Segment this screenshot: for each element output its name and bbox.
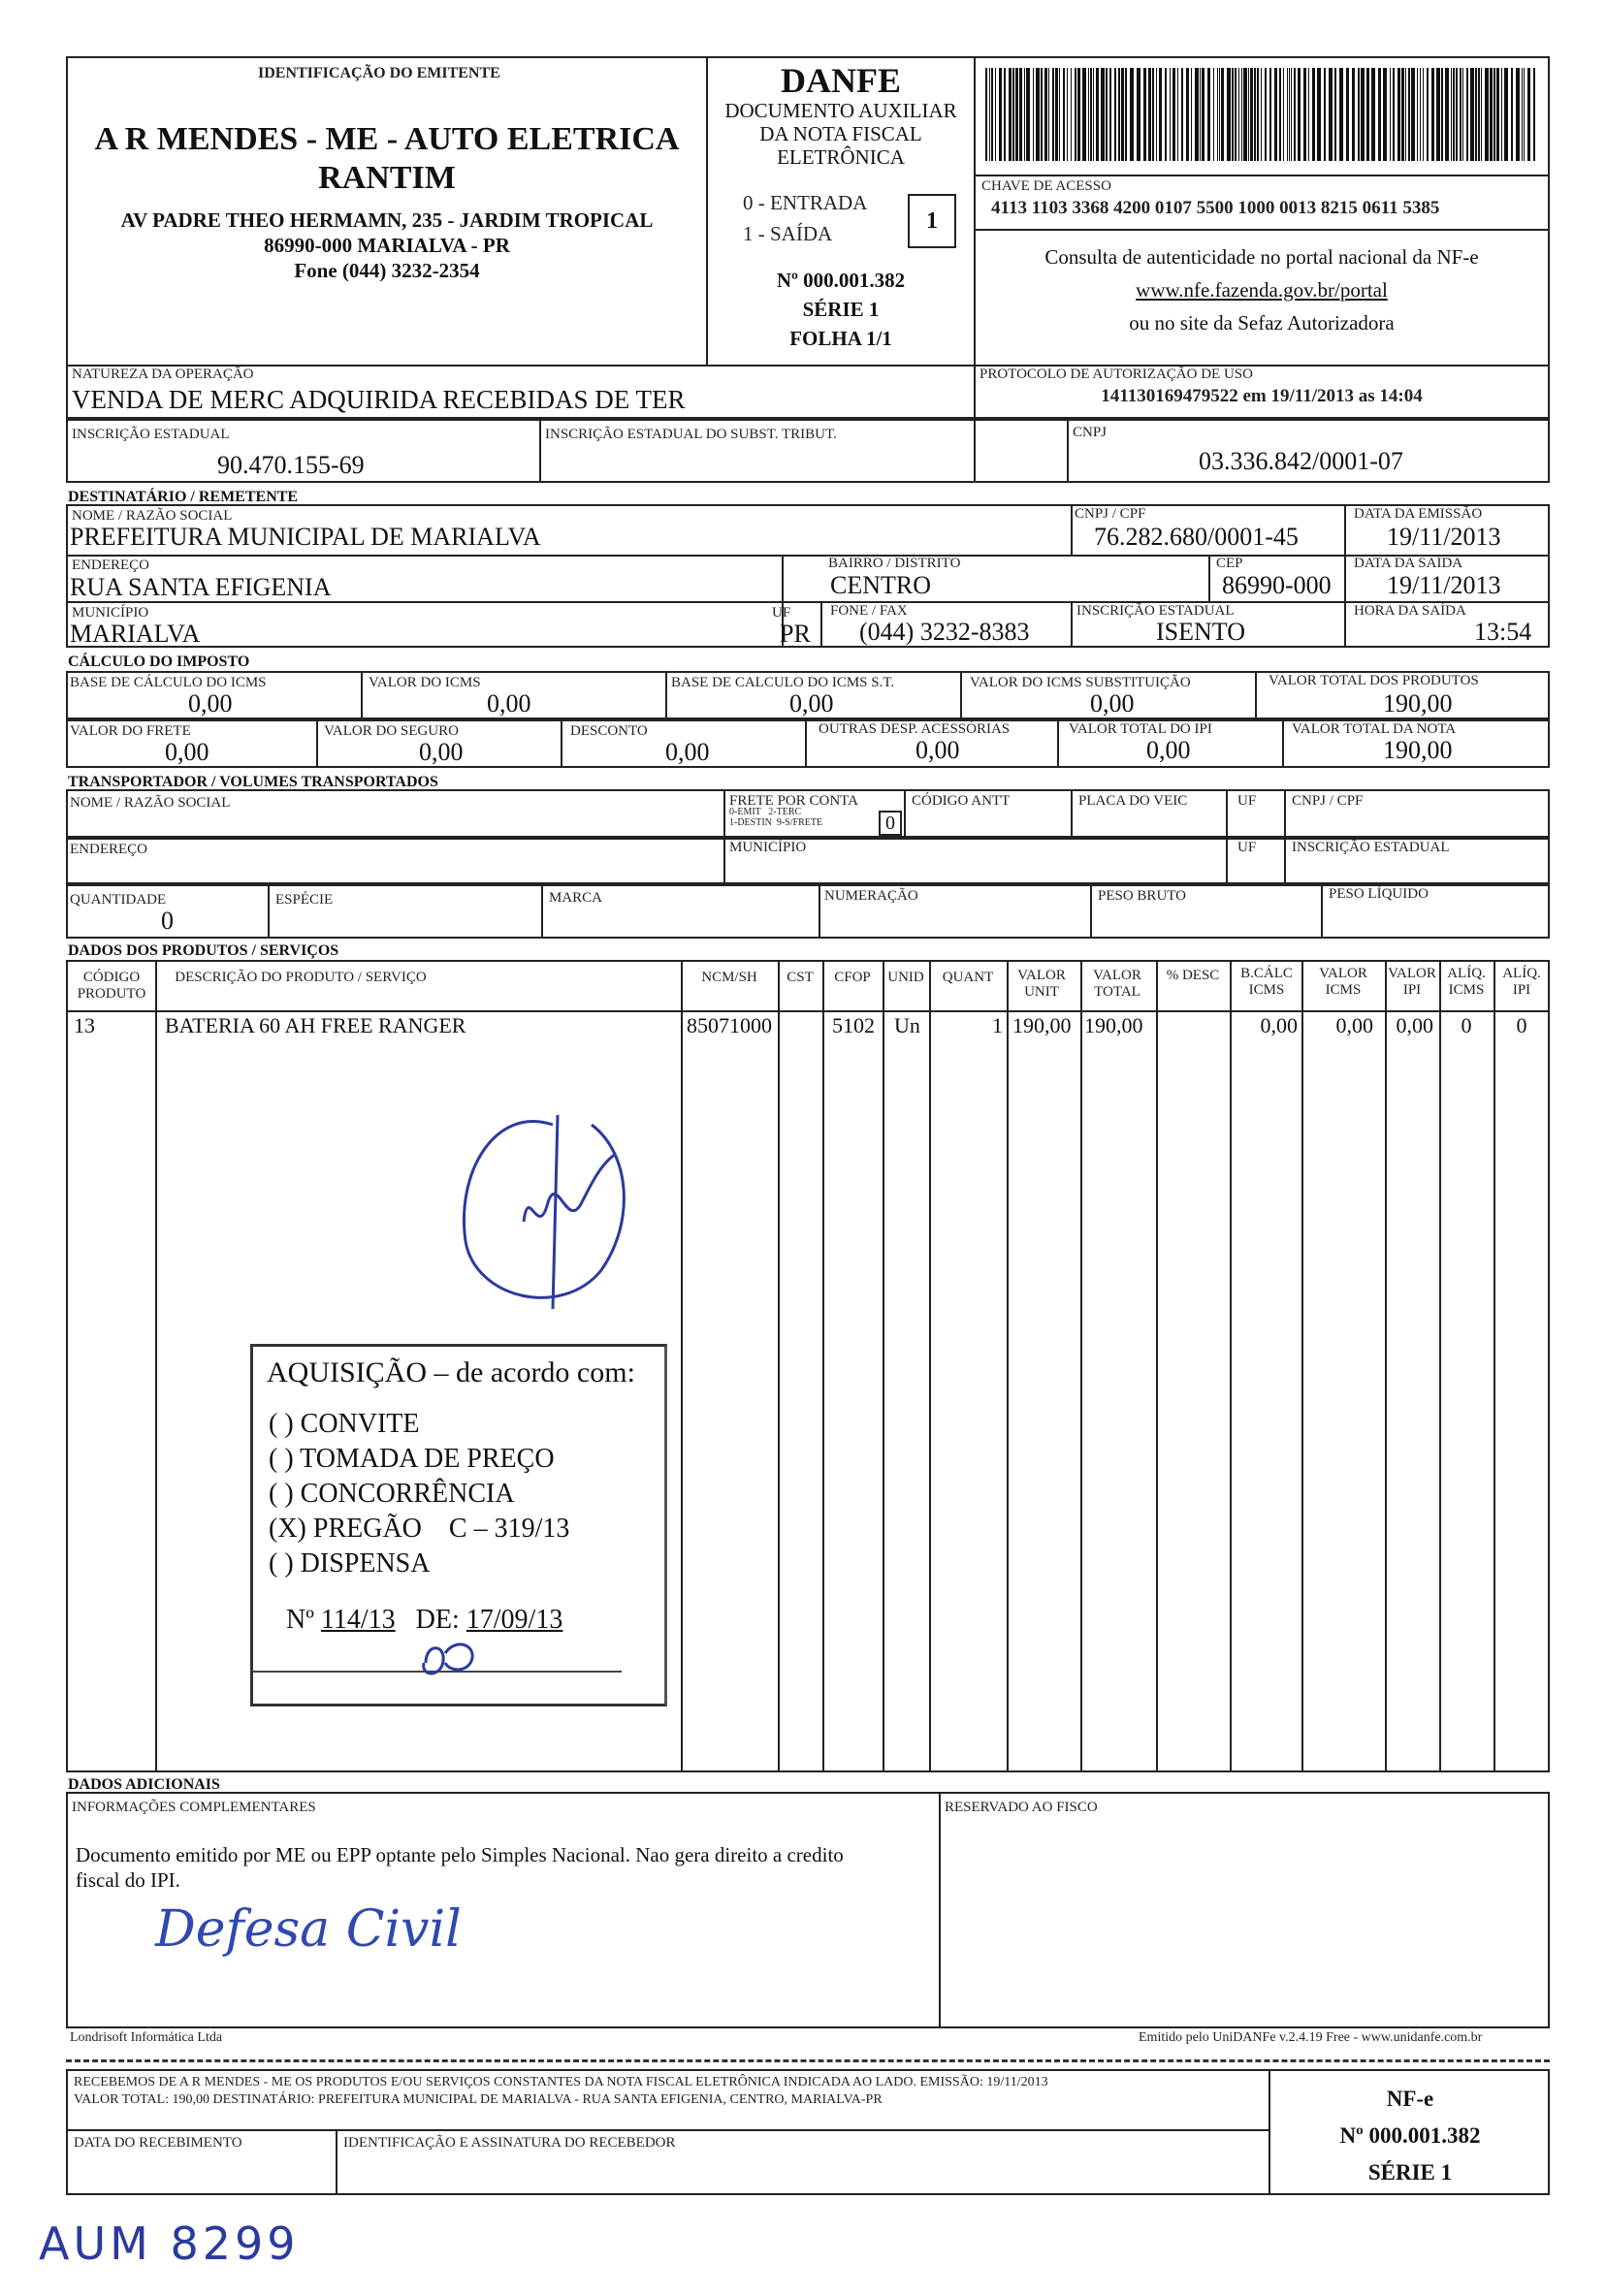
nature-value: VENDA DE MERC ADQUIRIDA RECEBIDAS DE TER: [72, 385, 686, 414]
issuer-address: AV PADRE THEO HERMAMN, 235 - JARDIM TROPICAL: [120, 208, 654, 232]
exit-time: 13:54: [1474, 618, 1532, 646]
cnpj-value: 03.336.842/0001-07: [1199, 447, 1403, 475]
discount-value: 0,00: [665, 738, 710, 766]
danfe-document: IDENTIFICAÇÃO DO EMITENTE A R MENDES - ME - AUTO ELETRICA RANTIM AV PADRE THEO HERMAMN, 235 - JARDIM TROPICAL 86990-000 MARIALVA - PR Fone (044) 3232-2354 DANFE DOCUMENTO AUXILIAR DA NOTA FISCAL ELETRÔNICA 0 - ENTRADA 1 - SAÍDA 1 Nº 000.001.382 SÉRIE 1 FOLHA 1/1 CHAVE DE ACESSO 4113 1103 3368 4200 0107 5500 1000 0013 8215 0611 5385 Consulta de autenticidade no portal nacional da NF-e www.nfe.fazenda.gov.br/portal ou no site da Sefaz Autorizadora NATUREZA DA OPERAÇÃO VENDA DE MERC ADQUIRIDA RECEBIDAS DE TER PROTOCOLO DE AUTORIZAÇÃO DE USO 141130169479522 em 19/11/2013 as 14:04 INSCRIÇÃO ESTADUAL 90.470.155-69 INSCRIÇÃO ESTADUAL DO SUBST. TRIBUT. CNPJ 03.336.842/0001-07 DESTINATÁRIO / REMETENTE NOME / RAZÃO SOCIAL PREFEITURA MUNICIPAL DE MARIALVA CNPJ / CPF 76.282.680/0001-45 DATA DA EMISSÃO 19/11/2013 ENDEREÇO RUA SANTA EFIGENIA BAIRRO / DISTRITO CENTRO CEP 86990-000 DATA DA SAÍDA 19/11/2013 MUNICÍPIO MARIALVA UF PR FONE / FAX (044) 3232-8383 INSCRIÇÃO ESTADUAL ISENTO HORA DA SAÍDA 13:54 CÁLCULO DO IMPOSTO BASE DE CÁLCULO DO ICMS 0,00 VALOR DO ICMS 0,00 BASE DE CALCULO DO ICMS S.T. 0,00 VALOR DO ICMS SUBSTITUIÇÃO 0,00 VALOR TOTAL DOS PRODUTOS 190,00 VALOR DO FRETE 0,00 VALOR DO SEGURO 0,00 DESCONTO 0,00 OUTRAS DESP. ACESSÓRIAS 0,00 VALOR TOTAL DO IPI 0,00 VALOR TOTAL DA NOTA 190,00 TRANSPORTADOR / VOLUMES TRANSPORTADOS NOME / RAZÃO SOCIAL FRETE POR CONTA 0-EMIT 2-TERC 1-DESTIN 9-S/FRETE 0 CÓDIGO ANTT PLACA DO VEIC UF CNPJ / CPF ENDEREÇO MUNICÍPIO UF INSCRIÇÃO ESTADUAL QUANTIDADE 0 ESPÉCIE MARCA NUMERAÇÃO PESO BRUTO PESO LÍQUIDO DADOS DOS PRODUTOS / SERVIÇOS CÓDIGO PRODUTO DESCRIÇÃO DO PRODUTO / SERVIÇO NCM/SH CST CFOP UNID QUANT VALOR UNIT VALOR TOTAL % DESC B.CÁLC ICMS VALOR ICMS VALOR IPI ALÍQ. ICMS ALÍQ. IPI 13 BATERIA 60 AH FREE RANGER 85071000 5102 Un 1 190,00 190,00 0,00 0,00 0,00 0 0 AQUISIÇÃO – de acordo com: ( ) CONVITE ( ) TOMADA DE PREÇO ( ) CONCORRÊNCIA (X) PREGÃO C – 319/13 ( ) DISPENSA Nº 114/13 DE: 17/09/13 DADOS ADICIONAIS INFORMAÇÕES COMPLEMENTARES Documento emitido por ME ou EPP optante pelo Simples Nacional. Nao gera direito a credito fiscal do IPI. Defesa Civil RESERVADO AO FISCO Londrisoft Informática Ltda Emitido pelo UniDANFe v.2.4.19 Free - www.unidanfe.com.br RECEBEMOS DE A R MENDES - ME OS PRODUTOS E/OU SERVIÇOS CONSTANTES DA NOTA FISCAL ELETRÔNICA INDICADA AO LADO. EMISSÃO: 19/11/2013 VALOR TOTAL: 190,00 DESTINATÁRIO: PREFEITURA MUNICIPAL DE MARIALVA - RUA SANTA EFIGENIA, CENTRO, MARIALVA-PR DATA DO RECEBIMENTO IDENTIFICAÇÃO E ASSINATURA DO RECEBEDOR NF-e Nº 000.001.382 SÉRIE 1 AUM 8299: [0, 0, 1606, 2296]
recipient-uf: PR: [780, 620, 811, 648]
recipient-city: MARIALVA: [70, 620, 201, 648]
icms-value: 0,00: [487, 689, 531, 718]
recipient-district: CENTRO: [830, 571, 931, 599]
recipient-cnpj: 76.282.680/0001-45: [1094, 523, 1299, 551]
ipi-value: 0,00: [1146, 736, 1191, 764]
issuer-phone: Fone (044) 3232-2354: [294, 259, 480, 282]
other-value: 0,00: [915, 736, 960, 764]
danfe-title: DANFE: [781, 61, 901, 100]
exit-date: 19/11/2013: [1387, 571, 1501, 599]
entrada-label: 0 - ENTRADA: [743, 191, 868, 214]
handwritten-note: Defesa Civil: [155, 1900, 462, 1959]
consult-block: Consulta de autenticidade no portal nacional da NF-e www.nfe.fazenda.gov.br/portal ou no site da Sefaz Autorizadora: [974, 240, 1550, 339]
nf-serie: SÉRIE 1: [802, 298, 880, 321]
danfe-title-block: DANFE DOCUMENTO AUXILIAR DA NOTA FISCAL ELETRÔNICA: [708, 62, 974, 169]
danfe-number-block: [708, 266, 974, 353]
transport-section-label: TRANSPORTADOR / VOLUMES TRANSPORTADOS: [68, 774, 438, 790]
issuer-section-label: IDENTIFICAÇÃO DO EMITENTE: [258, 65, 500, 81]
acquisition-stamp: AQUISIÇÃO – de acordo com: ( ) CONVITE ( ) TOMADA DE PREÇO ( ) CONCORRÊNCIA (X) PREGÃO C – 319/13 ( ) DISPENSA Nº 114/13 DE: 17/09/13: [250, 1344, 667, 1706]
icms-st: 0,00: [1090, 689, 1135, 718]
barcode: [985, 68, 1538, 165]
issuer-address-block: [68, 207, 706, 283]
transport-qty: 0: [161, 907, 174, 935]
ie-value: 90.470.155-69: [217, 451, 365, 479]
freight-value: 0,00: [165, 738, 209, 766]
saida-label: 1 - SAÍDA: [743, 222, 833, 245]
products-section-label: DADOS DOS PRODUTOS / SERVIÇOS: [68, 942, 339, 959]
receipt-nfe-block: NF-e Nº 000.001.382 SÉRIE 1: [1339, 2087, 1481, 2184]
recipient-name: PREFEITURA MUNICIPAL DE MARIALVA: [70, 523, 541, 551]
freight-type-box: 0: [879, 811, 902, 836]
recipient-section-label: DESTINATÁRIO / REMETENTE: [68, 489, 299, 505]
access-key-value: 4113 1103 3368 4200 0107 5500 1000 0013 8215 0611 5385: [991, 198, 1440, 218]
base-st: 0,00: [789, 689, 834, 718]
consult-url[interactable]: www.nfe.fazenda.gov.br/portal: [1136, 278, 1388, 302]
tax-section-label: CÁLCULO DO IMPOSTO: [68, 654, 250, 670]
additional-section-label: DADOS ADICIONAIS: [68, 1776, 220, 1793]
additional-info: Documento emitido por ME ou EPP optante pelo Simples Nacional. Nao gera direito a credito fiscal do IPI.: [76, 1843, 844, 1892]
note-total: 190,00: [1383, 736, 1453, 764]
insurance-value: 0,00: [419, 738, 464, 766]
emission-date: 19/11/2013: [1387, 523, 1501, 551]
signature-scribble: [436, 1096, 650, 1338]
issuer-city: 86990-000 MARIALVA - PR: [264, 234, 510, 257]
products-total: 190,00: [1383, 689, 1453, 718]
recipient-phone: (044) 3232-8383: [859, 618, 1030, 646]
nf-number: Nº 000.001.382: [776, 269, 906, 292]
nature-label: NATUREZA DA OPERAÇÃO: [72, 367, 254, 382]
protocol-value: 141130169479522 em 19/11/2013 as 14:04: [1101, 386, 1423, 406]
footer-left: Londrisoft Informática Ltda: [70, 2030, 223, 2045]
ie-st-label: INSCRIÇÃO ESTADUAL DO SUBST. TRIBUT.: [545, 427, 837, 442]
recipient-cep: 86990-000: [1222, 571, 1332, 599]
access-key-label: CHAVE DE ACESSO: [981, 178, 1111, 194]
nf-type-box: 1: [908, 194, 956, 248]
base-icms: 0,00: [188, 689, 233, 718]
recipient-ie: ISENTO: [1156, 618, 1245, 646]
nf-folha: FOLHA 1/1: [789, 327, 892, 350]
recipient-address: RUA SANTA EFIGENIA: [70, 573, 332, 601]
protocol-label: PROTOCOLO DE AUTORIZAÇÃO DE USO: [980, 367, 1253, 382]
handwritten-code: AUM 8299: [39, 2217, 300, 2270]
cnpj-label: CNPJ: [1073, 425, 1108, 440]
issuer-name: A R MENDES - ME - AUTO ELETRICA RANTIM: [94, 121, 680, 196]
footer-right: Emitido pelo UniDANFe v.2.4.19 Free - www.unidanfe.com.br: [1139, 2030, 1483, 2045]
ie-label: INSCRIÇÃO ESTADUAL: [72, 427, 230, 442]
cut-line: [66, 2059, 1550, 2062]
